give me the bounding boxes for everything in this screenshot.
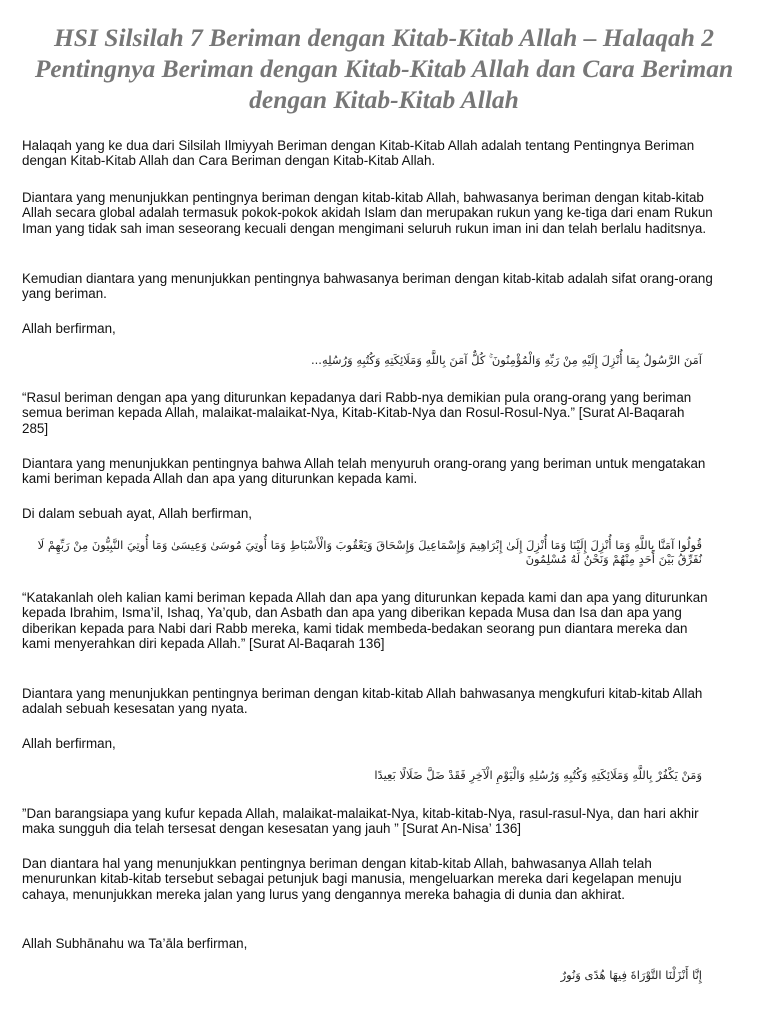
translation-baqarah-136: “Katakanlah oleh kalian kami beriman kepada Allah dan apa yang diturunkan kepada kami dan apa yang diturunkan kepada Ibrahim, Isma’il, Ishaq, Ya’qub, dan Asbath dan apa yang diberikan kepada Musa dan Isa dan apa yang diberikan kepada para Nabi dari Rabb mereka, kami tidak membeda-bedakan seorang pun diantara mereka dan kami menyerahkan diri kepada Allah.” [Surat Al-Baqarah 136] <box>22 590 708 651</box>
paragraph-importance-4: Diantara yang menunjukkan pentingnya beriman dengan kitab-kitab Allah bahwasanya mengkufuri kitab-kitab Allah adalah sebuah kesesatan yang nyata. <box>22 686 703 717</box>
paragraph-importance-1: Diantara yang menunjukkan pentingnya beriman dengan kitab-kitab Allah, bahwasanya beriman dengan kitab-kitab Allah secara global adalah termasuk pokok-pokok akidah Islam dan merupakan rukun yang ke-tiga dari enam Rukun Iman yang tidak sah iman seseorang kecuali dengan mengimani seluruh rukun iman ini dan telah berlalu haditsnya. <box>22 190 713 236</box>
paragraph-intro: Halaqah yang ke dua dari Silsilah Ilmiyyah Beriman dengan Kitab-Kitab Allah adalah tentang Pentingnya Beriman dengan Kitab-Kitab Allah dan Cara Beriman dengan Kitab-Kitab Allah. <box>22 138 695 169</box>
arabic-verse-baqarah-285: آمَنَ الرَّسُولُ بِمَا أُنْزِلَ إِلَيْهِ مِنْ رَبِّهِ وَالْمُؤْمِنُونَ ۚ كُلٌّ آمَنَ بِاللَّهِ وَمَلَائِكَتِهِ وَكُتُبِهِ وَرُسُلِهِ... <box>310 353 702 367</box>
paragraph-importance-2: Kemudian diantara yang menunjukkan pentingnya bahwasanya beriman dengan kitab-kitab adalah sifat orang-orang yang beriman. <box>22 271 713 302</box>
paragraph-allah-berfirman-3: Allah Subhānahu wa Ta’āla berfirman, <box>22 936 248 951</box>
translation-nisa-136: ”Dan barangsiapa yang kufur kepada Allah, malaikat-malaikat-Nya, kitab-kitab-Nya, rasul-rasul-Nya, dan hari akhir maka sungguh dia telah tersesat dengan kesesatan yang jauh ” [Surat An-Nisa’ 136] <box>22 806 699 837</box>
arabic-verse-baqarah-136: قُولُوا آمَنَّا بِاللَّهِ وَمَا أُنْزِلَ إِلَيْنَا وَمَا أُنْزِلَ إِلَىٰ إِبْرَاهِيمَ وَإِسْمَاعِيلَ وَإِسْحَاقَ وَيَعْقُوبَ وَالْأَسْبَاطِ وَمَا أُوتِيَ مُوسَىٰ وَعِيسَىٰ وَمَا أُوتِيَ النَّبِيُّونَ مِنْ رَبِّهِمْ لَا نُفَرِّقُ بَيْنَ أَحَدٍ مِنْهُمْ وَنَحْنُ لَهُ مُسْلِمُونَ <box>37 538 702 566</box>
paragraph-importance-5: Dan diantara hal yang menunjukkan pentingnya beriman dengan kitab-kitab Allah, bahwasanya Allah telah menurunkan kitab-kitab tersebut sebagai petunjuk bagi manusia, mengeluarkan mereka dari kegelapan menuju cahaya, menunjukkan mereka jalan yang lurus yang dengannya mereka bahagia di dunia dan akhirat. <box>22 856 682 902</box>
arabic-verse-nisa-136: وَمَنْ يَكْفُرْ بِاللَّهِ وَمَلَائِكَتِهِ وَكُتُبِهِ وَرُسُلِهِ وَالْيَوْمِ الْآخِرِ فَقَدْ ضَلَّ ضَلَالًا بَعِيدًا <box>374 768 702 782</box>
document-title: HSI Silsilah 7 Beriman dengan Kitab-Kitab Allah – Halaqah 2 Pentingnya Beriman dengan Kitab-Kitab Allah dan Cara Beriman dengan Kitab-Kitab Allah <box>34 23 734 114</box>
paragraph-di-dalam-ayat: Di dalam sebuah ayat, Allah berfirman, <box>22 506 252 521</box>
translation-baqarah-285: “Rasul beriman dengan apa yang diturunkan kepadanya dari Rabb-nya demikian pula orang-orang yang beriman semua beriman kepada Allah, malaikat-malaikat-Nya, Kitab-Kitab-Nya dan Rosul-Rosul-Nya.” [Surat Al-Baqarah 285] <box>22 390 692 436</box>
paragraph-importance-3: Diantara yang menunjukkan pentingnya bahwa Allah telah menyuruh orang-orang yang beriman untuk mengatakan kami beriman kepada Allah dan apa yang diturunkan kepada kami. <box>22 456 706 487</box>
paragraph-allah-berfirman-1: Allah berfirman, <box>22 321 116 336</box>
arabic-verse-maidah-44: إِنَّا أَنْزَلْنَا التَّوْرَاةَ فِيهَا هُدًى وَنُورٌ <box>560 968 702 982</box>
paragraph-allah-berfirman-2: Allah berfirman, <box>22 736 116 751</box>
